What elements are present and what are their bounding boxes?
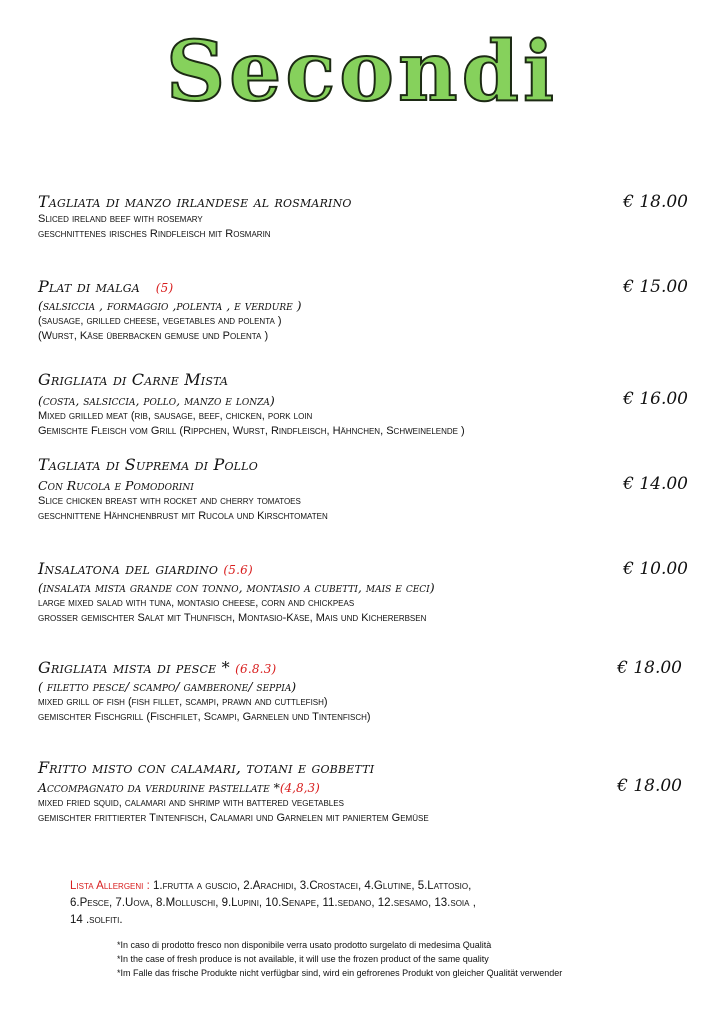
dish-item (38, 455, 688, 524)
dish-desc-de: Gemischte Fleisch vom Grill (Rippchen, Wurst, Rindfleisch, Hähnchen, Schweinelende ) (38, 425, 465, 437)
dish-allergens: (5.6) (223, 563, 253, 577)
dish-desc-de: geschnittene Hähnchenbrust mit Rucola und Kirschtomaten (38, 510, 328, 522)
footnote-en: *In the case of fresh produce is not available, it will use the frozen product of the same quality (117, 954, 489, 964)
allergen-list (70, 878, 660, 929)
dish-desc-en: mixed grill of fish (fish fillet, scampi, prawn and cuttlefish) (38, 696, 328, 708)
dish-item (38, 192, 688, 242)
dish-desc-en: Sliced ireland beef with rosemary (38, 213, 203, 225)
dish-item (38, 658, 688, 725)
dish-price: € 18.00 (617, 658, 682, 678)
dish-desc-de: geschnittenes irisches Rindfleisch mit Rosmarin (38, 228, 271, 240)
dish-allergens: (5) (155, 281, 174, 295)
dish-allergens: (4,8,3) (279, 781, 320, 795)
dish-desc-en: large mixed salad with tuna, montasio cheese, corn and chickpeas (38, 597, 355, 609)
dish-name: Tagliata di manzo irlandese al rosmarino (38, 192, 352, 211)
dish-name-line (38, 658, 688, 679)
dish-subtitle: ( filetto pesce/ scampo/ gamberone/ seppia) (38, 679, 297, 694)
dish-subtitle: (salsiccia , formaggio ,polenta , e verdure ) (38, 298, 302, 313)
allergen-items: 1.frutta a guscio, 2.Arachidi, 3.Crostacei, 4.Glutine, 5.Lattosio, (152, 880, 472, 892)
dish-desc-de: gemischter Fischgrill (Fischfilet, Scampi, Garnelen und Tintenfisch) (38, 711, 371, 723)
dish-price: € 15.00 (623, 277, 688, 297)
dish-name: Fritto misto con calamari, totani e gobbetti (38, 758, 375, 777)
dish-name: Insalatona del giardino (38, 559, 219, 578)
dish-desc-en: Slice chicken breast with rocket and cherry tomatoes (38, 495, 301, 507)
dish-subtitle-line (38, 780, 688, 796)
allergen-label: Lista Allergeni : (70, 880, 150, 892)
dish-desc-en: (sausage, grilled cheese, vegetables and polenta ) (38, 315, 282, 327)
dish-subtitle: (costa, salsiccia, pollo, manzo e lonza) (38, 393, 275, 408)
dish-allergens: (6.8.3) (235, 662, 277, 676)
footnote-de: *Im Falle das frische Produkte nicht verfügbar sind, wird ein gefrorenes Produkt von gleicher Qualität verwender (117, 968, 563, 978)
dish-desc-en: mixed fried squid, calamari and shrimp with battered vegetables (38, 797, 344, 809)
page-title: Secondi (165, 24, 559, 120)
dish-desc-de: grosser gemischter Salat mit Thunfisch, Montasio-Käse, Mais und Kichererbsen (38, 612, 427, 624)
allergen-line-2: 6.Pesce, 7.Uova, 8.Molluschi, 9.Lupini, 10.Senape, 11.sedano, 12.sesamo, 13.soia , (70, 897, 476, 909)
dish-desc-de: (Wurst, Käse überbacken gemuse und Polenta ) (38, 330, 269, 342)
dish-price: € 10.00 (623, 559, 688, 579)
dish-price: € 14.00 (623, 474, 688, 494)
dish-price: € 18.00 (623, 192, 688, 212)
footnotes (117, 938, 562, 980)
dish-name: Tagliata di Suprema di Pollo (38, 455, 258, 474)
dish-subtitle: Accompagnato da verdurine pastellate * (38, 780, 280, 795)
footnote-it: *In caso di prodotto fresco non disponibile verra usato prodotto surgelato di medesima Qualità (117, 940, 492, 950)
dish-subtitle: (insalata mista grande con tonno, montasio a cubetti, mais e ceci) (38, 580, 435, 595)
dish-item (38, 559, 688, 626)
dish-name-line (38, 559, 688, 580)
dish-item (38, 758, 688, 826)
dish-desc-de: gemischter frittierter Tintenfisch, Calamari und Garnelen mit paniertem Gemüse (38, 812, 429, 824)
allergen-line-3: 14 .solfiti. (70, 914, 123, 926)
dish-item (38, 277, 688, 344)
dish-name: Grigliata mista di pesce * (38, 658, 230, 677)
dish-desc-en: Mixed grilled meat (rib, sausage, beef, chicken, pork loin (38, 410, 313, 422)
dish-subtitle: Con Rucola e Pomodorini (38, 478, 194, 493)
dish-name: Plat di malga (38, 277, 140, 296)
dish-price: € 16.00 (623, 389, 688, 409)
dish-price: € 18.00 (617, 776, 682, 796)
dish-name: Grigliata di Carne Mista (38, 370, 229, 389)
dish-item (38, 370, 688, 439)
allergen-line-1 (70, 878, 660, 895)
dish-name-line (38, 277, 688, 298)
